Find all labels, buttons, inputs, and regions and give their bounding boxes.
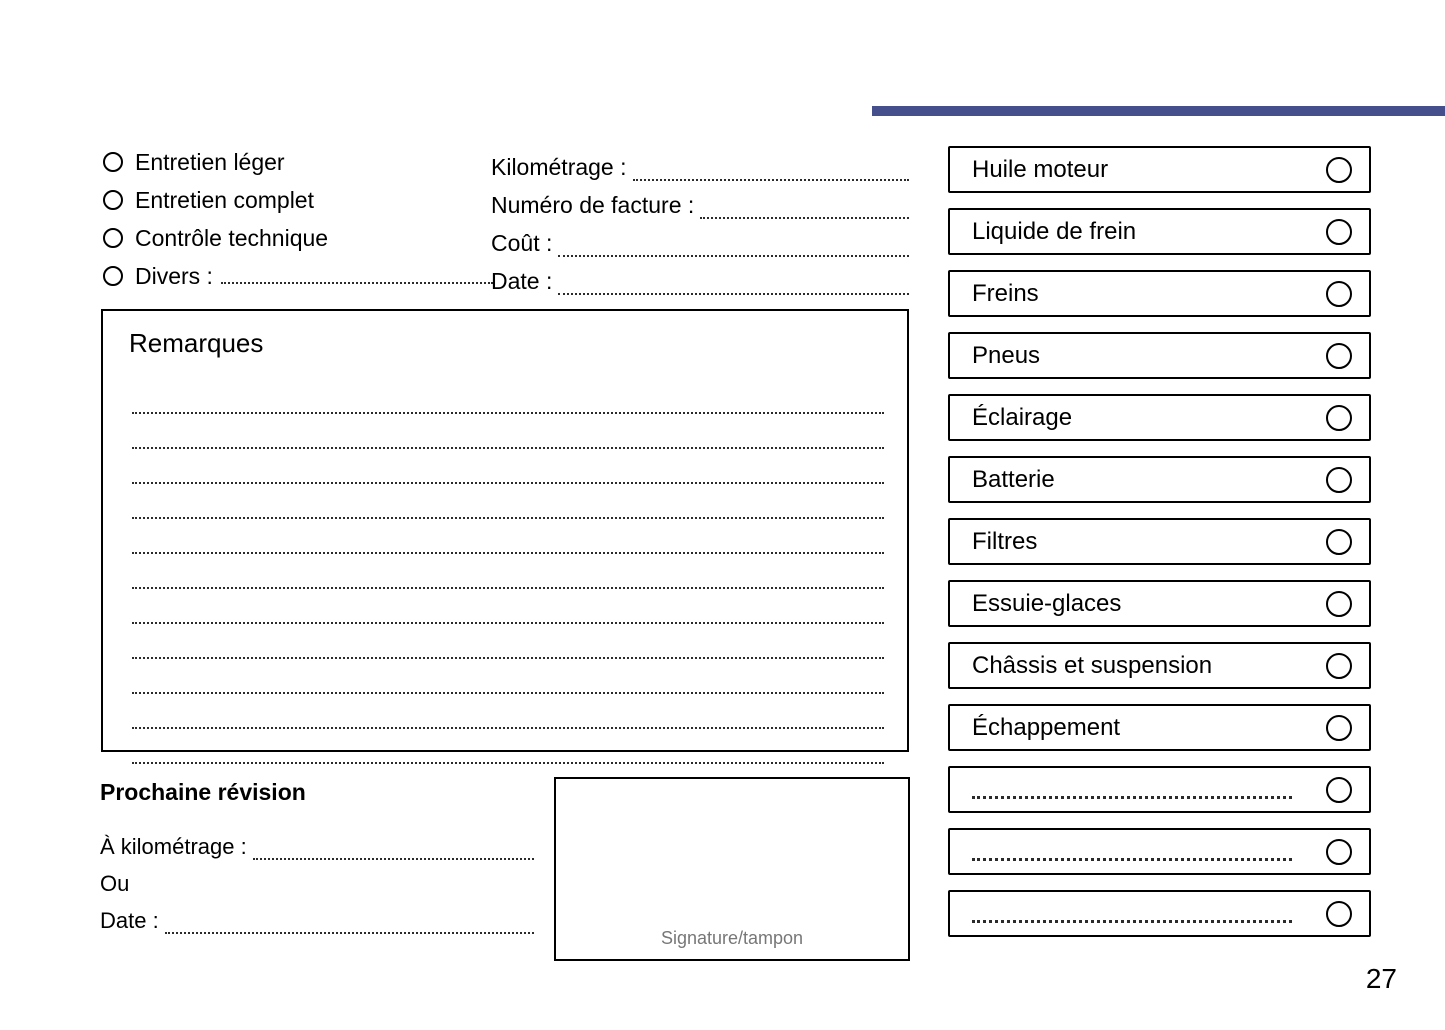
next-date-write-in-line[interactable]: [165, 912, 534, 934]
radio-circle-icon[interactable]: [103, 190, 123, 210]
radio-circle-icon[interactable]: [103, 228, 123, 248]
next-or-label: Ou: [100, 871, 130, 896]
divers-write-in-line[interactable]: [221, 268, 493, 284]
remarks-line[interactable]: [132, 624, 884, 659]
service-type-label: Contrôle technique: [135, 224, 329, 251]
remarks-line[interactable]: [132, 659, 884, 694]
checkbox-circle-icon[interactable]: [1326, 591, 1352, 617]
checklist-blank-write-in-line[interactable]: [972, 842, 1292, 861]
checklist-item-label: Pneus: [972, 341, 1041, 369]
remarks-line[interactable]: [132, 379, 884, 414]
service-type-label: Entretien complet: [135, 186, 314, 213]
cost-write-in-line[interactable]: [558, 233, 909, 257]
remarks-line[interactable]: [132, 519, 884, 554]
checklist-item-label: Échappement: [972, 713, 1121, 741]
checklist-item-filtres[interactable]: [948, 518, 1371, 565]
checklist-item-eclairage[interactable]: [948, 394, 1371, 441]
remarks-line[interactable]: [132, 554, 884, 589]
service-type-label: Divers :: [135, 262, 213, 289]
checklist-item-label: Liquide de frein: [972, 217, 1137, 245]
checkbox-circle-icon[interactable]: [1326, 219, 1352, 245]
invoice-number-write-in-line[interactable]: [700, 195, 909, 219]
next-service-fields: [100, 823, 534, 934]
checklist-item-liquide-de-frein[interactable]: [948, 208, 1371, 255]
next-service-title: Prochaine révision: [100, 779, 306, 805]
invoice-field-row: [491, 219, 909, 257]
checklist-item-blank-1[interactable]: [948, 766, 1371, 813]
checklist-item-label: Filtres: [972, 527, 1038, 555]
header-accent-bar: [872, 106, 1445, 116]
next-mileage-label: À kilométrage :: [100, 834, 247, 859]
remarks-lines[interactable]: [132, 379, 884, 764]
remarks-line[interactable]: [132, 589, 884, 624]
invoice-field-row: [491, 181, 909, 219]
checklist-item-label: Batterie: [972, 465, 1055, 493]
service-type-group: [103, 143, 493, 295]
remarks-line[interactable]: [132, 694, 884, 729]
checklist-item-batterie[interactable]: [948, 456, 1371, 503]
service-type-row[interactable]: [103, 181, 493, 219]
service-type-row[interactable]: [103, 257, 493, 295]
checklist-item-label: Châssis et suspension: [972, 651, 1213, 679]
mileage-label: Kilométrage :: [491, 154, 627, 180]
checkbox-circle-icon[interactable]: [1326, 343, 1352, 369]
checkbox-circle-icon[interactable]: [1326, 777, 1352, 803]
checklist-item-pneus[interactable]: [948, 332, 1371, 379]
checkbox-circle-icon[interactable]: [1326, 529, 1352, 555]
checkbox-circle-icon[interactable]: [1326, 901, 1352, 927]
checklist-item-freins[interactable]: [948, 270, 1371, 317]
checkbox-circle-icon[interactable]: [1326, 157, 1352, 183]
remarks-line[interactable]: [132, 484, 884, 519]
checklist-item-label: Huile moteur: [972, 155, 1109, 183]
mileage-write-in-line[interactable]: [633, 157, 909, 181]
next-service-row: [100, 860, 534, 897]
signature-box[interactable]: [554, 777, 910, 961]
checklist-blank-write-in-line[interactable]: [972, 780, 1292, 799]
service-type-row[interactable]: [103, 143, 493, 181]
invoice-number-label: Numéro de facture :: [491, 192, 695, 218]
remarks-title: Remarques: [129, 328, 264, 358]
invoice-field-group: [491, 143, 909, 295]
remarks-line[interactable]: [132, 729, 884, 764]
next-mileage-write-in-line[interactable]: [253, 838, 534, 860]
checklist-item-label: Essuie-glaces: [972, 589, 1122, 617]
checklist-item-blank-3[interactable]: [948, 890, 1371, 937]
checklist-blank-write-in-line[interactable]: [972, 904, 1292, 923]
inspection-checklist: [948, 146, 1371, 952]
remarks-line[interactable]: [132, 414, 884, 449]
radio-circle-icon[interactable]: [103, 152, 123, 172]
checkbox-circle-icon[interactable]: [1326, 405, 1352, 431]
invoice-field-row: [491, 143, 909, 181]
date-write-in-line[interactable]: [558, 271, 909, 295]
cost-label: Coût :: [491, 230, 553, 256]
remarks-line[interactable]: [132, 449, 884, 484]
checkbox-circle-icon[interactable]: [1326, 715, 1352, 741]
checklist-item-blank-2[interactable]: [948, 828, 1371, 875]
checkbox-circle-icon[interactable]: [1326, 467, 1352, 493]
checkbox-circle-icon[interactable]: [1326, 281, 1352, 307]
invoice-field-row: [491, 257, 909, 295]
checklist-item-huile-moteur[interactable]: [948, 146, 1371, 193]
service-type-row[interactable]: [103, 219, 493, 257]
service-type-label: Entretien léger: [135, 148, 285, 175]
next-service-row: [100, 897, 534, 934]
checklist-item-essuie-glaces[interactable]: [948, 580, 1371, 627]
checklist-item-label: Éclairage: [972, 403, 1073, 431]
next-service-row: [100, 823, 534, 860]
checklist-item-echappement[interactable]: [948, 704, 1371, 751]
remarks-box[interactable]: [101, 309, 909, 752]
radio-circle-icon[interactable]: [103, 266, 123, 286]
checklist-item-chassis-et-suspension[interactable]: [948, 642, 1371, 689]
date-label: Date :: [491, 268, 553, 294]
checkbox-circle-icon[interactable]: [1326, 839, 1352, 865]
checkbox-circle-icon[interactable]: [1326, 653, 1352, 679]
checklist-item-label: Freins: [972, 279, 1039, 307]
page-number: 27: [1365, 963, 1397, 994]
signature-caption: Signature/tampon: [660, 928, 804, 948]
next-date-label: Date :: [100, 908, 159, 933]
